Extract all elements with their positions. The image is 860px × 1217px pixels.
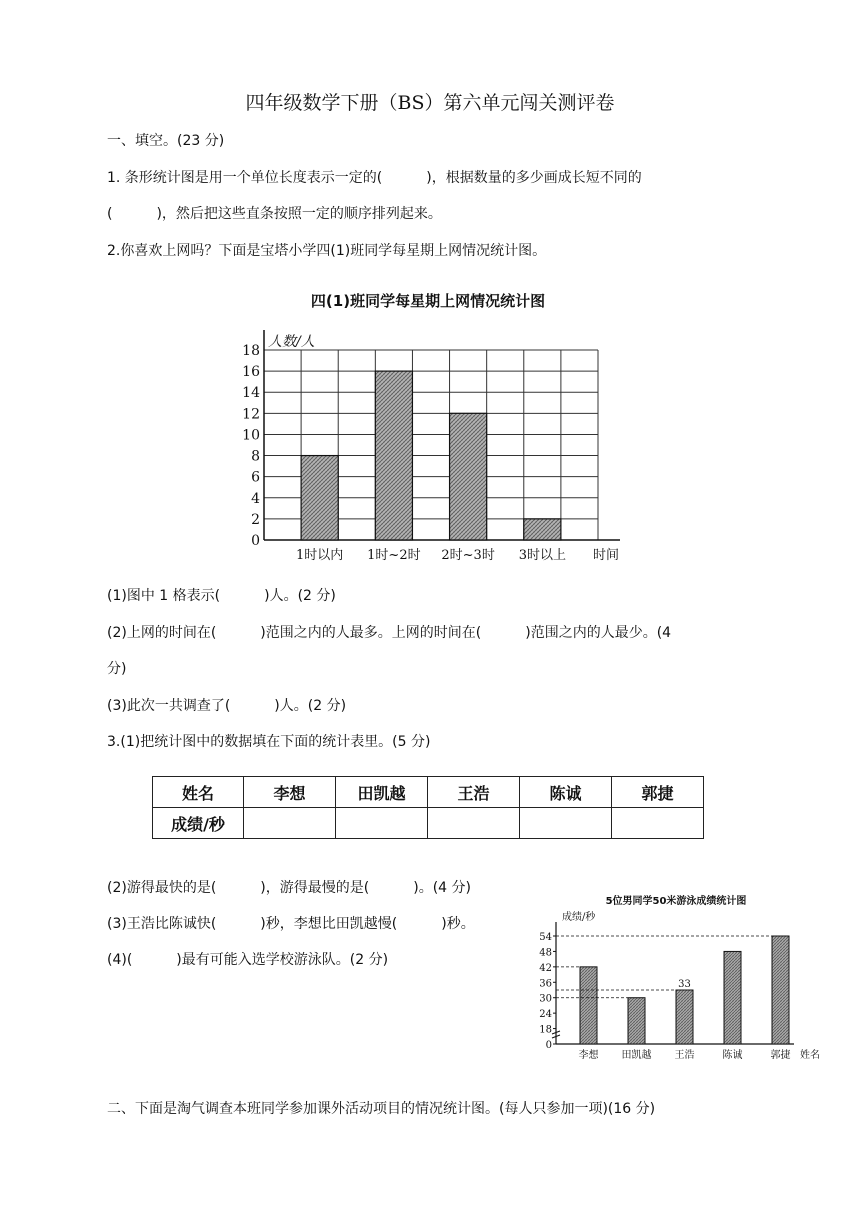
y-tick-label: 18 — [242, 343, 260, 359]
internet-usage-chart — [228, 282, 628, 572]
y-tick-label: 6 — [251, 469, 260, 486]
bar — [772, 936, 789, 1044]
q2-1-text-a: (1)图中 1 格表示( — [107, 588, 221, 604]
x-tick-label: 郭捷 — [770, 1050, 791, 1061]
chart-title: 四(1)班同学每星期上网情况统计图 — [310, 292, 546, 310]
y-tick-label: 0 — [251, 533, 260, 549]
bar — [676, 990, 693, 1044]
q1-text-d: )，然后把这些直条按照一定的顺序排列起来。 — [156, 206, 442, 222]
x-tick-label: 陈诚 — [722, 1050, 743, 1061]
q1-text-a: 1. 条形统计图是用一个单位长度表示一定的( — [107, 170, 383, 186]
question-1-line-1 — [107, 167, 642, 187]
table-header-cell: 陈诚 — [520, 777, 612, 808]
y-tick-label: 36 — [539, 978, 552, 990]
y-tick-label: 14 — [242, 385, 260, 402]
x-tick-label: 王浩 — [674, 1050, 695, 1061]
section-1-heading: 一、填空。(23 分) — [107, 133, 225, 149]
y-tick-label: 16 — [242, 364, 260, 381]
y-tick-label: 54 — [539, 932, 552, 943]
table-header-cell: 田凯越 — [336, 777, 428, 808]
y-axis-label: 人数/人 — [268, 334, 315, 350]
q1-text-b: )，根据数量的多少画成长短不同的 — [426, 170, 642, 186]
q3-4-text-b: )最有可能入选学校游泳队。(2 分) — [176, 952, 389, 968]
table-row — [153, 808, 704, 839]
bar — [375, 371, 412, 540]
y-tick-label: 0 — [545, 1040, 552, 1051]
bar — [450, 413, 487, 540]
question-3-intro: 3.(1)把统计图中的数据填在下面的统计表里。(5 分) — [107, 734, 431, 750]
data-label: 33 — [678, 979, 691, 990]
question-2-intro: 2.你喜欢上网吗？下面是宝塔小学四(1)班同学每星期上网情况统计图。 — [107, 243, 547, 259]
q2-1-text-b: )人。(2 分) — [264, 588, 336, 604]
q1-text-c: ( — [107, 206, 113, 222]
x-axis-label: 姓名 — [800, 1050, 820, 1061]
q3-2-text-c: )。(4 分) — [413, 880, 471, 896]
bar — [524, 519, 561, 540]
page-title: 四年级数学下册（BS）第六单元闯关测评卷 — [245, 92, 615, 114]
q3-3-text-a: (3)王浩比陈诚快( — [107, 916, 217, 932]
x-axis-label: 时间 — [592, 548, 620, 563]
table-row-label: 成绩/秒 — [153, 808, 244, 839]
y-tick-label: 12 — [242, 406, 260, 423]
x-tick-label: 李想 — [578, 1050, 599, 1061]
y-axis-label: 成绩/秒 — [562, 912, 596, 923]
question-1-line-2 — [107, 203, 442, 223]
y-tick-label: 2 — [251, 511, 260, 528]
q3-2-text-a: (2)游得最快的是( — [107, 880, 217, 896]
bar — [628, 998, 645, 1044]
table-input-cell[interactable] — [520, 808, 612, 839]
x-tick-label: 3时以上 — [518, 548, 566, 563]
question-2-2-cont: 分) — [107, 661, 127, 677]
q3-2-text-b: )，游得最慢的是( — [260, 880, 370, 896]
question-2-3 — [107, 695, 346, 715]
q3-3-text-b: )秒，李想比田凯越慢( — [260, 916, 398, 932]
question-2-2 — [107, 622, 671, 642]
question-2-1 — [107, 585, 336, 605]
bar — [301, 456, 338, 540]
table-input-cell[interactable] — [244, 808, 336, 839]
y-tick-label: 48 — [539, 947, 552, 959]
q3-3-text-c: )秒。 — [441, 916, 475, 932]
swimming-score-chart — [532, 884, 820, 1064]
question-3-2 — [107, 877, 471, 897]
y-tick-label: 8 — [251, 448, 260, 465]
table-input-cell[interactable] — [336, 808, 428, 839]
q3-4-text-a: (4)( — [107, 952, 133, 968]
y-tick-label: 42 — [539, 962, 552, 974]
y-tick-label: 10 — [242, 427, 260, 444]
x-tick-label: 2时~3时 — [441, 548, 495, 563]
question-3-4 — [107, 949, 388, 969]
bar — [724, 951, 741, 1044]
y-tick-label: 24 — [539, 1009, 552, 1021]
x-tick-label: 田凯越 — [621, 1050, 652, 1061]
bar — [580, 967, 597, 1044]
table-header-cell: 王浩 — [428, 777, 520, 808]
score-table — [152, 776, 704, 839]
y-tick-label: 30 — [539, 993, 552, 1005]
q2-2-text-c: )范围之内的人最少。(4 — [525, 625, 672, 641]
table-input-cell[interactable] — [428, 808, 520, 839]
table-input-cell[interactable] — [612, 808, 704, 839]
table-header-cell: 姓名 — [153, 777, 244, 808]
chart-title: 5位男同学50米游泳成绩统计图 — [605, 896, 747, 907]
q2-3-text-b: )人。(2 分) — [274, 698, 347, 714]
y-tick-label: 18 — [539, 1024, 552, 1036]
q2-2-text-a: (2)上网的时间在( — [107, 625, 217, 641]
table-header-cell: 李想 — [244, 777, 336, 808]
q2-3-text-a: (3)此次一共调查了( — [107, 698, 231, 714]
question-3-3 — [107, 913, 475, 933]
table-header-row — [153, 777, 704, 808]
section-2-heading: 二、下面是淘气调查本班同学参加课外活动项目的情况统计图。(每人只参加一项)(16 分) — [107, 1101, 656, 1117]
q2-2-text-b: )范围之内的人最多。上网的时间在( — [260, 625, 482, 641]
x-tick-label: 1时~2时 — [367, 548, 421, 563]
y-tick-label: 4 — [251, 490, 260, 507]
table-header-cell: 郭捷 — [612, 777, 704, 808]
x-tick-label: 1时以内 — [296, 548, 344, 563]
